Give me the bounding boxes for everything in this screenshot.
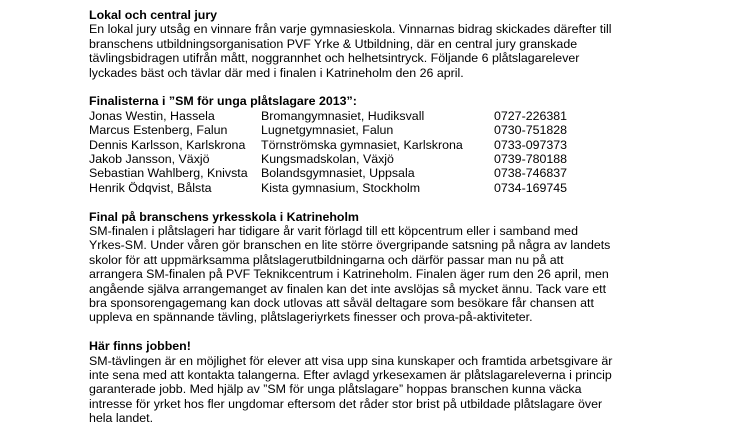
finalist-phone: 0734-169745 bbox=[494, 180, 568, 195]
paragraph-line: tävlingsbidragen utifrån mått, noggrannhet och helhetsintryck. Följande 6 plåtslagarelever bbox=[89, 51, 580, 66]
paragraph-line: Yrkes-SM. Under våren gör branschen en lite större övergripande satsning på några av landets bbox=[89, 238, 611, 253]
finalist-school: Kungsmadskolan, Växjö bbox=[261, 152, 394, 166]
finalist-phone: 0733-097373 bbox=[494, 137, 568, 152]
section-jury bbox=[89, 8, 729, 80]
paragraph-line: bra sponsorengagemang kan dock utlovas att såväl deltagare som besökare får chansen att bbox=[89, 296, 594, 310]
paragraph-line: hela landet. bbox=[89, 411, 154, 426]
section-jobs bbox=[89, 339, 729, 425]
finalists-table bbox=[89, 109, 729, 195]
finalist-school: Lugnetgymnasiet, Falun bbox=[261, 123, 394, 138]
finalist-name: Jonas Westin, Hassela bbox=[89, 108, 215, 123]
paragraph-line: angående själva arrangemanget av finalen kan det inte avslöjas så mycket ännu. Tack vare ett bbox=[89, 281, 607, 296]
section-heading: Final på branschens yrkesskola i Katrineholm bbox=[89, 209, 359, 224]
paragraph-line: garanterade jobb. Med hjälp av ”SM för unga plåtslagare” hoppas branschen kunna väcka bbox=[89, 382, 582, 397]
paragraph-line: intresse för yrket hos fler ungdomar eftersom det råder stor brist på utbildade plåtslagare över bbox=[89, 396, 603, 411]
paragraph-line: SM-finalen i plåtslageri har tidigare år varit förlagd till ett köpcentrum eller i samband med bbox=[89, 223, 578, 238]
section-final bbox=[89, 210, 729, 325]
finalist-phone: 0738-746837 bbox=[494, 166, 568, 181]
paragraph-line: branschens utbildningsorganisation PVF Yrke & Utbildning, där en central jury granskade bbox=[89, 36, 578, 51]
finalist-school: Kista gymnasium, Stockholm bbox=[261, 180, 421, 195]
finalist-school: Törnströmska gymnasiet, Karlskrona bbox=[261, 137, 463, 152]
finalist-row bbox=[89, 138, 729, 152]
finalist-row bbox=[89, 152, 729, 166]
finalist-phone: 0727-226381 bbox=[494, 108, 568, 123]
finalist-name: Jakob Jansson, Växjö bbox=[89, 152, 210, 166]
finalist-school: Bolandsgymnasiet, Uppsala bbox=[261, 166, 415, 181]
paragraph-line: lyckades bäst och tävlar där med i finalen i Katrineholm den 26 april. bbox=[89, 65, 464, 80]
finalist-row bbox=[89, 109, 729, 123]
finalist-phone: 0739-780188 bbox=[494, 152, 568, 166]
section-heading: Här finns jobben! bbox=[89, 339, 191, 354]
section-finalists bbox=[89, 94, 729, 195]
paragraph-line: uppleva en spännande tävling, plåtslageriyrkets finesser och prova-på-aktiviteter. bbox=[89, 310, 533, 325]
paragraph-line: arrangera SM-finalen på PVF Teknikcentrum i Katrineholm. Finalen äger rum den 26 april, men bbox=[89, 267, 609, 282]
paragraph-line: inte sena med att kontakta talangerna. Efter avlagd yrkesexamen är plåtslagareleverna i princip bbox=[89, 368, 612, 383]
finalist-row bbox=[89, 123, 729, 137]
finalist-phone: 0730-751828 bbox=[494, 123, 568, 138]
paragraph-line: En lokal jury utsåg en vinnare från varje gymnasieskola. Vinnarnas bidrag skickades därefter till bbox=[89, 22, 612, 37]
finalist-row bbox=[89, 166, 729, 180]
finalist-name: Henrik Ödqvist, Bålsta bbox=[89, 180, 212, 195]
paragraph-line: SM-tävlingen är en möjlighet för elever att visa upp sina kunskaper och framtida arbetsgivare är bbox=[89, 353, 613, 368]
finalist-school: Bromangymnasiet, Hudiksvall bbox=[261, 108, 425, 123]
finalist-name: Sebastian Wahlberg, Knivsta bbox=[89, 166, 248, 181]
section-heading: Finalisterna i ”SM för unga plåtslagare 2013”: bbox=[89, 94, 357, 109]
paragraph-line: skolor för att uppmärksamma plåtslagerutbildningarna och därför passar man nu på att bbox=[89, 252, 564, 267]
finalist-name: Dennis Karlsson, Karlskrona bbox=[89, 137, 246, 152]
document-page bbox=[89, 8, 729, 440]
section-heading: Lokal och central jury bbox=[89, 8, 218, 22]
finalist-row bbox=[89, 181, 729, 195]
finalist-name: Marcus Estenberg, Falun bbox=[89, 123, 228, 138]
